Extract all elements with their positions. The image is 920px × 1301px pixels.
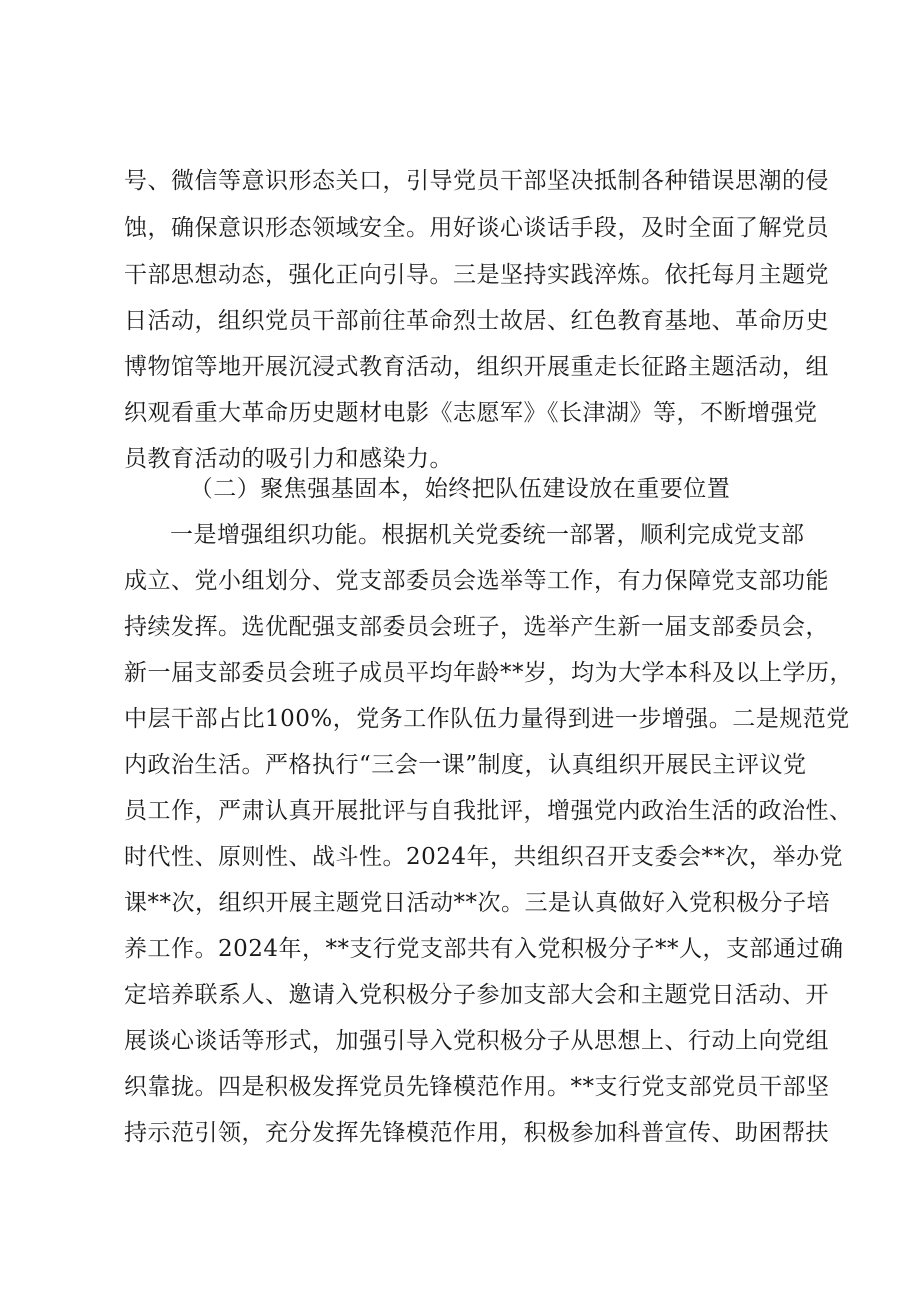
section-heading: （二）聚焦强基固本，始终把队伍建设放在重要位置	[189, 476, 731, 502]
paragraph-line: 员教育活动的吸引力和感染力。	[124, 446, 453, 472]
paragraph-line: 内政治生活。严格执行“三会一课”制度，认真组织开展民主评议党	[124, 752, 807, 778]
paragraph-line: 时代性、原则性、战斗性。2024年，共组织召开支委会**次，举办党	[124, 844, 844, 870]
paragraph-line: 持示范引领，充分发挥先锋模范作用，积极参加科普宣传、助困帮扶	[124, 1120, 829, 1146]
paragraph-line: 员工作，严肃认真开展批评与自我批评，增强党内政治生活的政治性、	[124, 798, 853, 824]
paragraph-line: 一是增强组织功能。根据机关党委统一部署，顺利完成党支部	[170, 522, 805, 548]
paragraph-line: 博物馆等地开展沉浸式教育活动，组织开展重走长征路主题活动，组	[124, 354, 829, 380]
paragraph-line: 展谈心谈话等形式，加强引导入党积极分子从思想上、行动上向党组	[124, 1028, 829, 1054]
paragraph-line: 养工作。2024年，**支行党支部共有入党积极分子**人，支部通过确	[124, 936, 844, 962]
paragraph-line: 号、微信等意识形态关口，引导党员干部坚决抵制各种错误思潮的侵	[124, 168, 829, 194]
paragraph-line: 定培养联系人、邀请入党积极分子参加支部大会和主题党日活动、开	[124, 982, 829, 1008]
paragraph-line: 日活动，组织党员干部前往革命烈士故居、红色教育基地、革命历史	[124, 308, 829, 334]
paragraph-line: 课**次，组织开展主题党日活动**次。三是认真做好入党积极分子培	[124, 890, 830, 916]
paragraph-line: 织靠拢。四是积极发挥党员先锋模范作用。**支行党支部党员干部坚	[124, 1074, 830, 1100]
paragraph-line: 中层干部占比100%，党务工作队伍力量得到进一步增强。二是规范党	[124, 706, 850, 732]
paragraph-line: 新一届支部委员会班子成员平均年龄**岁，均为大学本科及以上学历，	[124, 660, 853, 686]
paragraph-line: 成立、党小组划分、党支部委员会选举等工作，有力保障党支部功能	[124, 568, 829, 594]
paragraph-line: 蚀，确保意识形态领域安全。用好谈心谈话手段，及时全面了解党员	[124, 215, 829, 241]
paragraph-line: 织观看重大革命历史题材电影《志愿军》《长津湖》等，不断增强党	[124, 400, 818, 426]
paragraph-line: 持续发挥。选优配强支部委员会班子，选举产生新一届支部委员会，	[124, 614, 829, 640]
paragraph-line: 干部思想动态，强化正向引导。三是坚持实践淬炼。依托每月主题党	[124, 262, 829, 288]
